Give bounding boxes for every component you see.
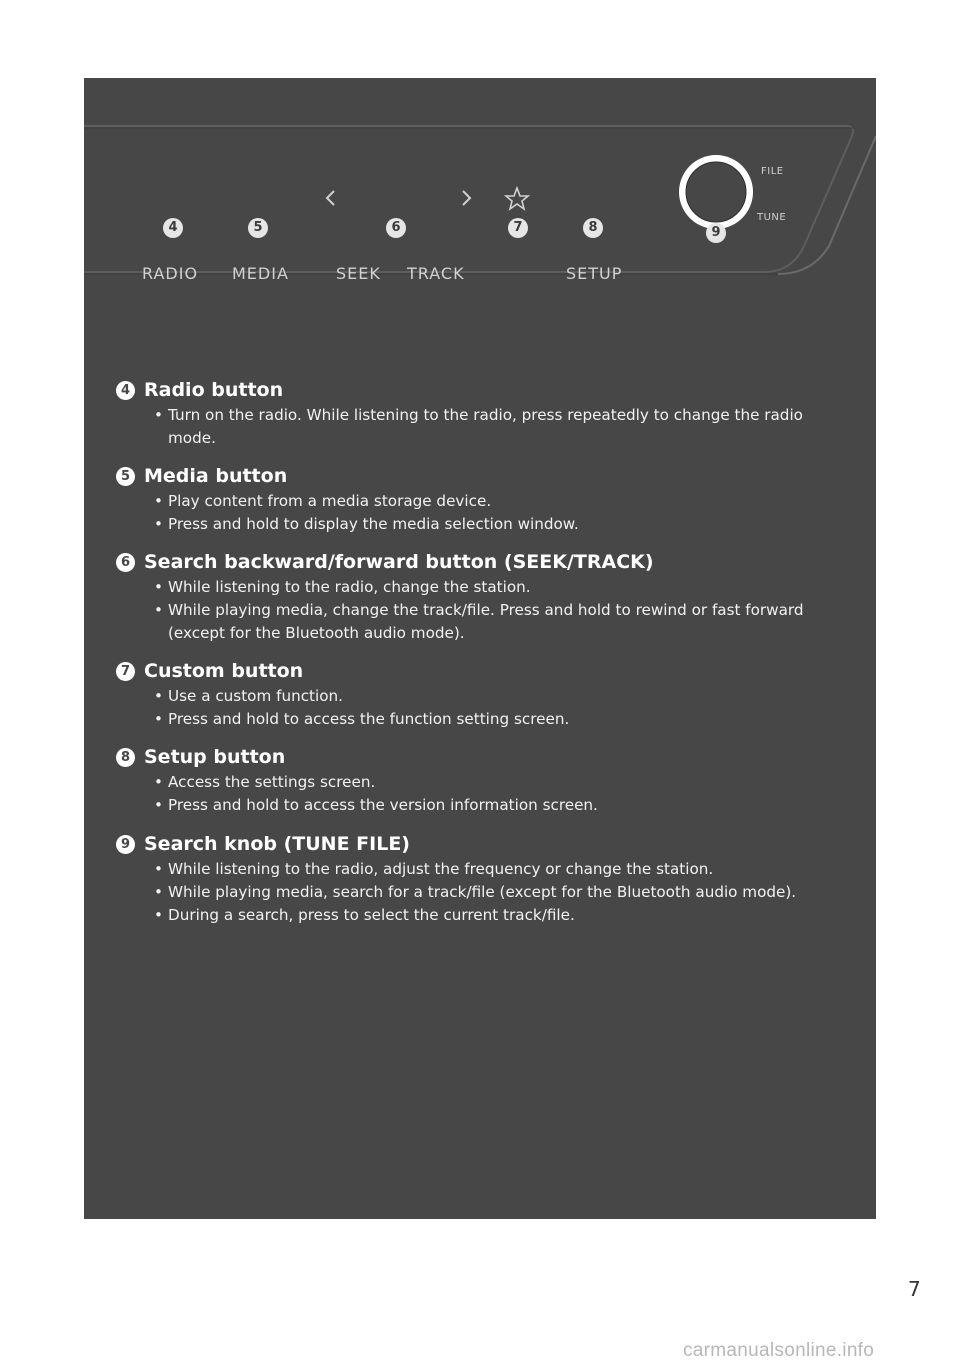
bullet-item: • During a search, press to select the current track/file. — [168, 904, 836, 927]
knob-file-label: FILE — [761, 166, 784, 177]
section-title — [116, 658, 836, 684]
badge-setup: 8 — [583, 218, 603, 238]
section-number: 5 — [116, 467, 135, 486]
section-title — [116, 744, 836, 770]
knob-tune-label: TUNE — [757, 212, 787, 223]
bullet-item: • Access the settings screen. — [168, 771, 836, 794]
badge-custom: 7 — [508, 218, 528, 238]
section-title-text: Setup button — [144, 746, 286, 768]
badge-seek-track: 6 — [386, 218, 406, 238]
watermark: carmanualsonline.info — [683, 1340, 875, 1361]
bullet-item: • Play content from a media storage device. — [168, 490, 836, 513]
bullet-list — [116, 404, 836, 450]
section-radio-button — [116, 377, 836, 450]
section-number: 7 — [116, 662, 135, 681]
bullet-list — [116, 771, 836, 817]
chevron-right-icon — [463, 191, 470, 205]
section-title — [116, 549, 836, 575]
bullet-item: • While listening to the radio, adjust the frequency or change the station. — [168, 858, 836, 881]
section-title-text: Radio button — [144, 379, 284, 401]
section-title — [116, 831, 836, 857]
bullet-list — [116, 685, 836, 731]
bullet-item: • Press and hold to display the media selection window. — [168, 513, 836, 536]
section-title — [116, 463, 836, 489]
bullet-item: • Press and hold to access the function setting screen. — [168, 708, 836, 731]
badge-media: 5 — [248, 218, 268, 238]
section-search-knob — [116, 831, 836, 927]
radio-label: RADIO — [142, 264, 199, 283]
bullet-item: • While listening to the radio, change the station. — [168, 576, 836, 599]
section-seek-track-button — [116, 549, 836, 645]
badge-radio: 4 — [163, 218, 183, 238]
control-strip-illustration — [84, 78, 876, 338]
bullet-item: • Turn on the radio. While listening to the radio, press repeatedly to change the radio mode. — [168, 404, 836, 450]
media-label: MEDIA — [232, 264, 289, 283]
section-title-text: Search backward/forward button (SEEK/TRACK) — [144, 551, 654, 573]
bullet-item: • While playing media, change the track/file. Press and hold to rewind or fast forward (except for the Bluetooth audio mode). — [168, 599, 836, 645]
section-title-text: Custom button — [144, 660, 304, 682]
manual-panel — [84, 78, 876, 1219]
bullet-list — [116, 858, 836, 927]
section-title-text: Media button — [144, 465, 288, 487]
section-number: 9 — [116, 835, 135, 854]
section-title-text: Search knob (TUNE FILE) — [144, 833, 410, 855]
section-number: 4 — [116, 381, 135, 400]
star-outline-icon — [506, 188, 528, 209]
badge-knob: 9 — [706, 223, 726, 243]
section-custom-button — [116, 658, 836, 731]
bullet-item: • Press and hold to access the version information screen. — [168, 794, 836, 817]
bullet-list — [116, 490, 836, 536]
section-number: 8 — [116, 748, 135, 767]
seek-label: SEEK — [336, 264, 381, 283]
section-title — [116, 377, 836, 403]
chevron-left-icon — [327, 191, 334, 205]
bullet-item: • While playing media, search for a track/file (except for the Bluetooth audio mode). — [168, 881, 836, 904]
section-media-button — [116, 463, 836, 536]
setup-label: SETUP — [566, 264, 623, 283]
bullet-list — [116, 576, 836, 645]
bullet-item: • Use a custom function. — [168, 685, 836, 708]
page-number: 7 — [908, 1277, 921, 1301]
track-label: TRACK — [407, 264, 465, 283]
section-setup-button — [116, 744, 836, 817]
section-number: 6 — [116, 553, 135, 572]
